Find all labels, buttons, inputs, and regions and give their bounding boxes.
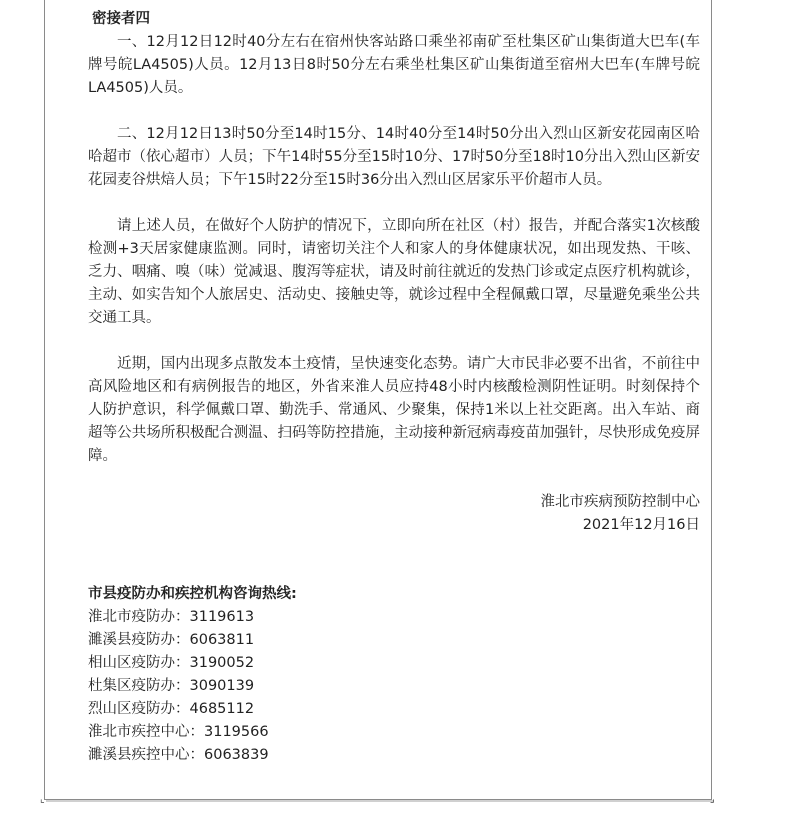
corner-mark-right: ⌟ bbox=[710, 794, 715, 805]
signature-org: 淮北市疾病预防控制中心 bbox=[540, 494, 700, 510]
hotline-title: 市县疫防办和疾控机构咨询热线: bbox=[88, 586, 297, 602]
hotline-item: 杜集区疫防办：3090139 bbox=[88, 678, 255, 694]
frame-shadow bbox=[46, 800, 714, 802]
signature-date: 2021年12月16日 bbox=[582, 517, 700, 533]
hotline-item: 濉溪县疫防办：6063811 bbox=[88, 632, 255, 648]
hotline-item: 濉溪县疾控中心：6063839 bbox=[88, 747, 269, 763]
document-body bbox=[88, 8, 700, 767]
section-title: 密接者四 bbox=[92, 11, 150, 27]
corner-mark-left: ⌞ bbox=[40, 794, 45, 805]
paragraph-2: 二、12月12日13时50分至14时15分、14时40分至14时50分出入烈山区新安花园南区哈哈超市（依心超市）人员；下午14时55分至15时10分、17时50分至18时10分出入烈山区新安花园麦谷烘焙人员；下午15时22分至15时36分出入烈山区居家乐平价超市人员。 bbox=[88, 126, 700, 188]
paragraph-3: 请上述人员，在做好个人防护的情况下，立即向所在社区（村）报告，并配合落实1次核酸检测+3天居家健康监测。同时，请密切关注个人和家人的身体健康状况，如出现发热、干咳、乏力、咽痛、嗅（味）觉减退、腹泻等症状，请及时前往就近的发热门诊或定点医疗机构就诊，主动、如实告知个人旅居史、活动史、接触史等，就诊过程中全程佩戴口罩，尽量避免乘坐公共交通工具。 bbox=[88, 218, 700, 326]
hotline-item: 相山区疫防办：3190052 bbox=[88, 655, 255, 671]
hotline-item: 淮北市疾控中心：3119566 bbox=[88, 724, 269, 740]
paragraph-1: 一、12月12日12时40分左右在宿州快客站路口乘坐祁南矿至杜集区矿山集街道大巴车(车牌号皖LA4505)人员。12月13日8时50分左右乘坐杜集区矿山集街道至宿州大巴车(车牌号皖LA4505)人员。 bbox=[88, 34, 700, 96]
paragraph-4: 近期，国内出现多点散发本土疫情，呈快速变化态势。请广大市民非必要不出省，不前往中高风险地区和有病例报告的地区，外省来淮人员应持48小时内核酸检测阴性证明。时刻保持个人防护意识，科学佩戴口罩、勤洗手、常通风、少聚集，保持1米以上社交距离。出入车站、商超等公共场所积极配合测温、扫码等防控措施，主动接种新冠病毒疫苗加强针，尽快形成免疫屏障。 bbox=[88, 356, 700, 464]
hotline-item: 淮北市疫防办：3119613 bbox=[88, 609, 255, 625]
hotline-item: 烈山区疫防办：4685112 bbox=[88, 701, 255, 717]
